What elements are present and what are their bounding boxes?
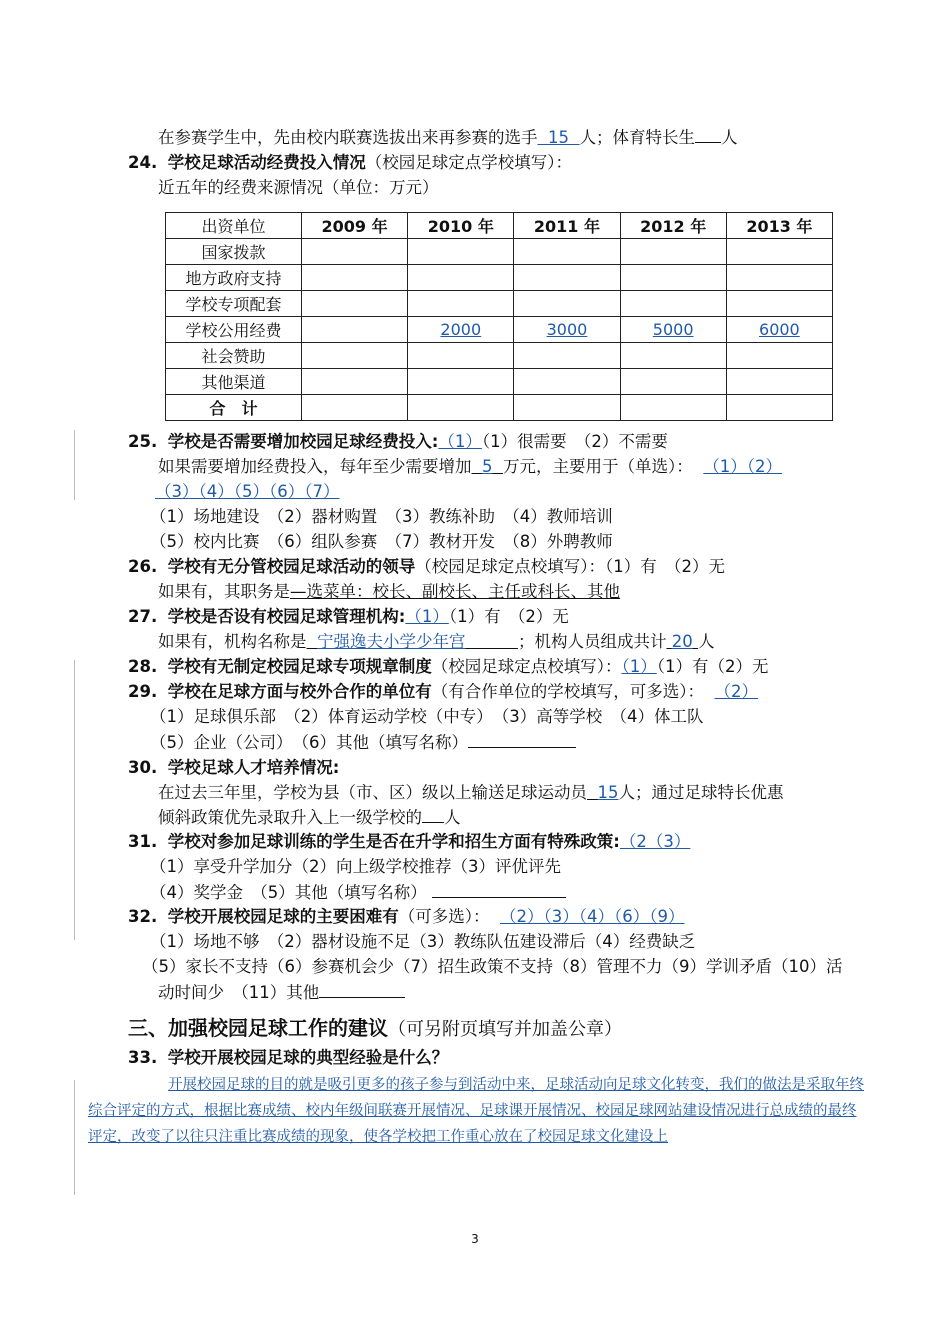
q32-title: 32. 学校开展校园足球的主要困难有（可多选）： （2）（3）（4）（6）（9） <box>128 907 685 926</box>
q29-title: 29. 学校在足球方面与校外合作的单位有（有合作单位的学校填写，可多选）： （2） <box>128 682 758 701</box>
table-cell[interactable] <box>620 369 726 395</box>
q32-options-1: （1）场地不够 （2）器材设施不足（3）教练队伍建设滞后（4）经费缺乏 <box>150 932 696 951</box>
q30-line3: 倾斜政策优先录取升入上一级学校的 人 <box>158 808 461 827</box>
table-cell[interactable] <box>408 291 514 317</box>
q25-amount[interactable]: 5 <box>482 457 493 476</box>
table-cell[interactable] <box>514 343 620 369</box>
q25-answer[interactable]: （1） <box>438 432 482 451</box>
table-cell[interactable] <box>302 239 408 265</box>
q29-answer[interactable]: （2） <box>714 682 758 701</box>
margin-bar <box>74 660 75 940</box>
table-cell[interactable] <box>408 369 514 395</box>
row-label: 地方政府支持 <box>166 265 302 291</box>
table-cell[interactable] <box>514 265 620 291</box>
table-cell[interactable] <box>302 291 408 317</box>
table-row <box>166 395 833 421</box>
q29-options-2: （5）企业（公司） （6）其他（填写名称） <box>150 731 576 754</box>
margin-bar <box>74 1080 75 1195</box>
q30-title: 30. 学校足球人才培养情况: <box>128 758 340 777</box>
table-cell[interactable] <box>620 343 726 369</box>
table-cell[interactable] <box>302 317 408 343</box>
q32-answer[interactable]: （2）（3）（4）（6）（9） <box>499 907 685 926</box>
table-row <box>166 265 833 291</box>
table-cell[interactable] <box>408 343 514 369</box>
q25-line2: 如果需要增加经费投入，每年至少需要增加 5 万元，主要用于（单选）： （1）（2） <box>158 457 782 476</box>
q25-options-1: （1）场地建设 （2）器材购置 （3）教练补助 （4）教师培训 <box>150 507 613 526</box>
selected-players-value[interactable]: 15 <box>548 128 569 147</box>
q25-options-2: （5）校内比赛 （6）组队参赛 （7）教材开发 （8）外聘教师 <box>150 532 613 551</box>
col-header: 出资单位 <box>166 213 302 239</box>
q31-title: 31. 学校对参加足球训练的学生是否在升学和招生方面有特殊政策:（2（3） <box>128 832 691 851</box>
q29-other-blank[interactable] <box>468 731 576 748</box>
table-cell[interactable] <box>302 343 408 369</box>
table-cell[interactable] <box>302 265 408 291</box>
col-header: 2011 年 <box>514 213 620 239</box>
table-cell[interactable] <box>620 239 726 265</box>
q24-sub: 近五年的经费来源情况（单位：万元） <box>158 178 439 197</box>
q31-options-2: （4）奖学金 （5）其他（填写名称） <box>150 881 566 904</box>
section-heading: 三、加强校园足球工作的建议（可另附页填写并加盖公章） <box>128 1016 622 1040</box>
q24-title: 24. 学校足球活动经费投入情况（校园足球定点学校填写）： <box>128 153 572 172</box>
table-cell[interactable] <box>726 265 832 291</box>
table-header-row <box>166 213 833 239</box>
row-label: 国家拨款 <box>166 239 302 265</box>
table-cell[interactable]: 6000 <box>726 317 832 343</box>
q30-line2: 在过去三年里，学校为县（市、区）级以上输送足球运动员 15人；通过足球特长优惠 <box>158 783 784 802</box>
q30-players-value[interactable]: 15 <box>597 783 619 802</box>
table-cell[interactable] <box>514 291 620 317</box>
q32-options-2: （5）家长不支持（6）参赛机会少（7）招生政策不支持（8）管理不力（9）学训矛盾（10）活 <box>142 957 843 976</box>
q27-line2: 如果有，机构名称是 宁强逸夫小学少年宫 ；机构人员组成共计 20 人 <box>158 632 715 651</box>
table-cell[interactable] <box>620 265 726 291</box>
table-row <box>166 343 833 369</box>
q25-line3 <box>155 481 340 503</box>
table-cell[interactable] <box>302 395 408 421</box>
page-number: 3 <box>471 1232 479 1246</box>
table-cell[interactable] <box>408 395 514 421</box>
q26-line2: 如果有，其职务是—选菜单：校长、副校长、主任或科长、其他 <box>158 582 620 601</box>
row-label: 其他渠道 <box>166 369 302 395</box>
q27-member-count[interactable]: 20 <box>671 632 693 651</box>
row-label: 学校专项配套 <box>166 291 302 317</box>
q30-admitted-blank[interactable] <box>422 806 444 823</box>
q33-title: 33. 学校开展校园足球的典型经验是什么？ <box>128 1048 449 1067</box>
table-row <box>166 291 833 317</box>
table-cell[interactable]: 3000 <box>514 317 620 343</box>
q31-other-blank[interactable] <box>432 881 566 898</box>
q31-options-1: （1）享受升学加分（2）向上级学校推荐（3）评优评先 <box>150 857 561 876</box>
col-header: 2010 年 <box>408 213 514 239</box>
table-cell[interactable]: 2000 <box>408 317 514 343</box>
q27-org-name[interactable]: 宁强逸夫小学少年宫 <box>317 632 466 651</box>
q26-title: 26. 学校有无分管校园足球活动的领导（校园足球定点校填写）：（1）有 （2）无 <box>128 557 725 576</box>
table-cell[interactable] <box>620 395 726 421</box>
q26-position-select[interactable]: —选菜单：校长、副校长、主任或科长、其他 <box>290 582 620 601</box>
table-cell[interactable] <box>620 291 726 317</box>
table-row <box>166 369 833 395</box>
margin-bar <box>74 430 75 500</box>
q28-answer[interactable]: （1） <box>621 657 657 676</box>
q29-options-1: （1）足球俱乐部 （2）体育运动学校（中专） （3）高等学校 （4）体工队 <box>150 707 704 726</box>
sports-talent-blank[interactable] <box>695 126 721 143</box>
table-cell[interactable] <box>726 239 832 265</box>
table-cell[interactable] <box>514 395 620 421</box>
q25-title: 25. 学校是否需要增加校园足球经费投入:（1）（1）很需要 （2）不需要 <box>128 432 668 451</box>
table-cell[interactable] <box>302 369 408 395</box>
table-cell[interactable] <box>408 239 514 265</box>
col-header: 2013 年 <box>726 213 832 239</box>
q27-answer[interactable]: （1） <box>405 607 449 626</box>
q27-title: 27. 学校是否设有校园足球管理机构:（1）（1）有 （2）无 <box>128 607 569 626</box>
funding-table <box>165 212 833 421</box>
table-row <box>166 239 833 265</box>
row-label: 社会赞助 <box>166 343 302 369</box>
q25-usage-answer-cont[interactable]: （3）（4）（5）（6）（7） <box>155 482 340 501</box>
col-header: 2012 年 <box>620 213 726 239</box>
table-cell[interactable] <box>514 369 620 395</box>
table-cell[interactable] <box>408 265 514 291</box>
contestant-line: 在参赛学生中，先由校内联赛选拔出来再参赛的选手 15 人；体育特长生 人 <box>158 128 738 147</box>
q28-title: 28. 学校有无制定校园足球专项规章制度（校园足球定点校填写）：（1）（1）有（2）无 <box>128 657 769 676</box>
table-cell[interactable] <box>726 395 832 421</box>
q32-other-blank[interactable] <box>319 981 405 998</box>
table-cell[interactable] <box>726 369 832 395</box>
q25-usage-answer[interactable]: （1）（2） <box>703 457 782 476</box>
q32-options-3: 动时间少 （11）其他 <box>158 981 405 1004</box>
q33-answer[interactable]: 开展校园足球的目的就是吸引更多的孩子参与到活动中来，足球活动向足球文化转变，我们的做法是采取年终综合评定的方式，根据比赛成绩、校内年级间联赛开展情况、足球课开展情况、校园足球网站建设情况进行总成绩的最终评定，改变了以往只注重比赛成绩的现象，使各学校把工作重心放在了校园足球文化建设上 <box>88 1077 864 1145</box>
table-cell[interactable] <box>726 291 832 317</box>
row-label: 学校公用经费 <box>166 317 302 343</box>
col-header: 2009 年 <box>302 213 408 239</box>
row-label-total: 合 计 <box>166 395 302 421</box>
table-row <box>166 317 833 343</box>
table-cell[interactable] <box>726 343 832 369</box>
table-cell[interactable] <box>514 239 620 265</box>
q31-answer[interactable]: （2（3） <box>619 832 691 851</box>
table-cell[interactable]: 5000 <box>620 317 726 343</box>
